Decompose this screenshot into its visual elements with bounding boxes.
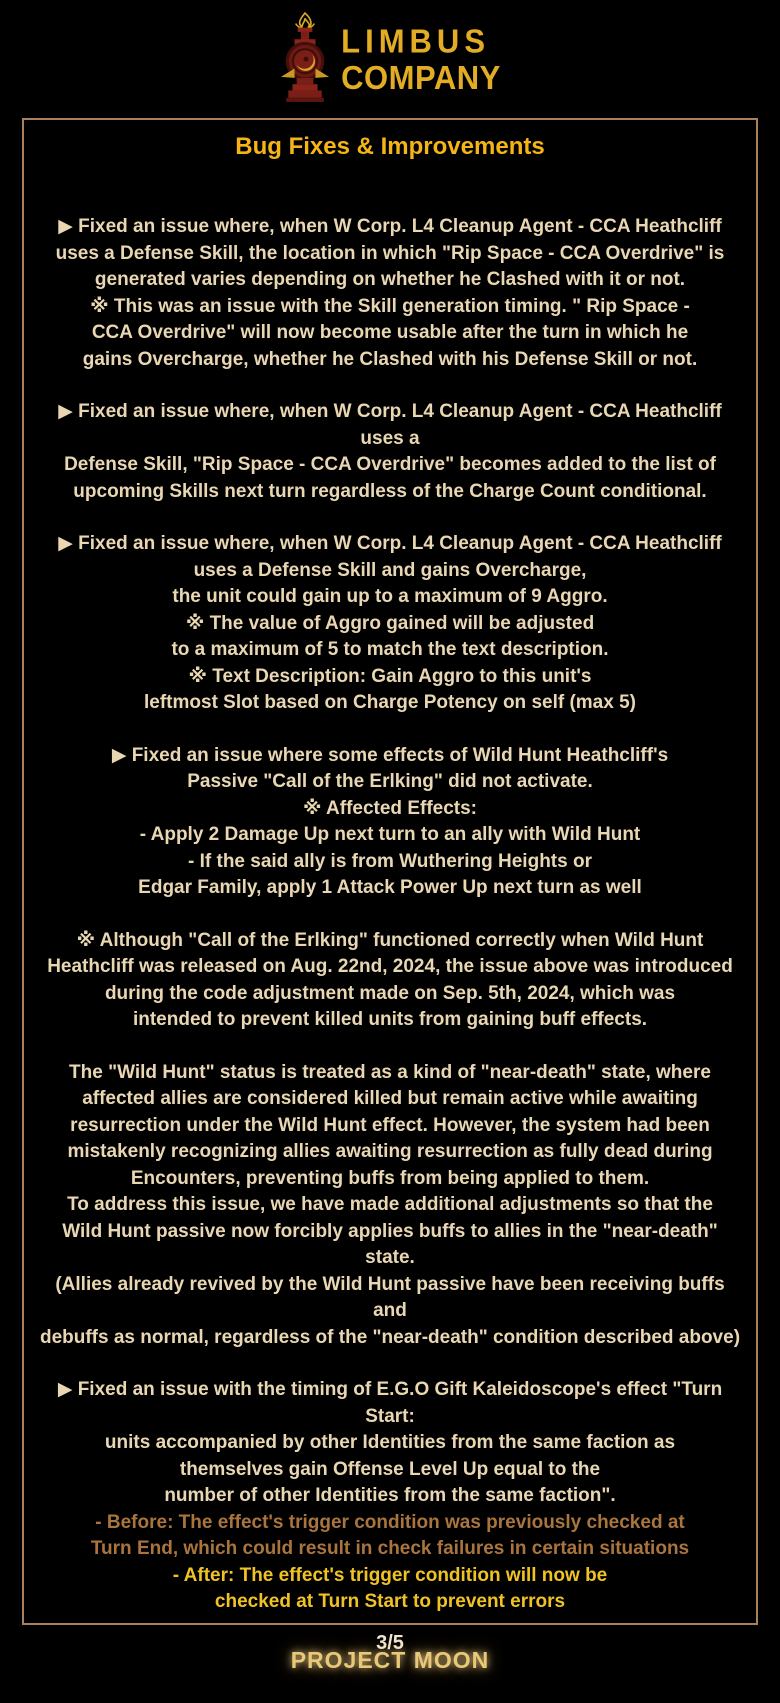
- page-indicator: 3/5: [376, 1631, 404, 1654]
- notice-line: ※ Although "Call of the Erlking" functioned correctly when Wild Hunt: [76, 929, 704, 951]
- notice-line: debuffs as normal, regardless of the "near-death" condition described above): [39, 1326, 741, 1348]
- notice-line: the unit could gain up to a maximum of 9 Aggro.: [172, 586, 608, 607]
- notice-line: resurrection under the Wild Hunt effect. However, the system had been: [70, 1114, 710, 1136]
- notice-line: ▶ Fixed an issue where, when W Corp. L4 Cleanup Agent - CCA Heathcliff: [58, 216, 722, 237]
- notice-section: [38, 743, 742, 902]
- notice-line: (Allies already revived by the Wild Hunt passive have been receiving buffs and: [55, 1273, 725, 1321]
- notice-line: The "Wild Hunt" status is treated as a kind of "near-death" state, where: [69, 1061, 711, 1083]
- notice-line: Passive "Call of the Erlking" did not activate.: [187, 771, 593, 792]
- notice-line: gains Overcharge, whether he Clashed with his Defense Skill or not.: [82, 348, 698, 370]
- notice-section: [38, 399, 742, 505]
- notice-line: Defense Skill, "Rip Space - CCA Overdrive" becomes added to the list of: [64, 454, 716, 475]
- notice-line: ※ The value of Aggro gained will be adjusted: [185, 612, 595, 634]
- notice-line: uses a Defense Skill, the location in which "Rip Space - CCA Overdrive" is: [55, 242, 725, 264]
- app-header: [0, 0, 780, 118]
- notice-line: generated varies depending on whether he Clashed with it or not.: [94, 269, 686, 290]
- limbus-clock-lantern-emblem-icon: [279, 11, 331, 108]
- notice-line: To address this issue, we have made additional adjustments so that the: [67, 1194, 713, 1215]
- notice-line: affected allies are considered killed but remain active while awaiting: [82, 1088, 698, 1109]
- limbus-company-logo: [341, 21, 501, 97]
- notice-section: [38, 531, 742, 717]
- notice-section: [38, 1060, 742, 1352]
- notice-line: Edgar Family, apply 1 Attack Power Up next turn as well: [138, 877, 642, 898]
- notice-line: - Apply 2 Damage Up next turn to an ally with Wild Hunt: [139, 824, 641, 845]
- notice-line: Turn End, which could result in check failures in certain situations: [90, 1538, 690, 1559]
- notice-line: - If the said ally is from Wuthering Heights or: [188, 850, 592, 872]
- notice-line: ▶ Fixed an issue where some effects of Wild Hunt Heathcliff's: [111, 744, 669, 766]
- notice-title: Bug Fixes & Improvements: [235, 133, 545, 160]
- notice-panel: [22, 118, 758, 1654]
- notice-body: [38, 188, 742, 1616]
- notice-line: mistakenly recognizing allies awaiting resurrection as fully dead during: [67, 1141, 713, 1162]
- notice-line: ※ This was an issue with the Skill generation timing. " Rip Space -: [90, 295, 690, 317]
- logo-word-limbus: LIMBUS: [341, 21, 490, 60]
- notice-section: [38, 214, 742, 373]
- notice-line: to a maximum of 5 to match the text description.: [171, 639, 609, 660]
- notice-line: - Before: The effect's trigger condition was previously checked at: [95, 1511, 685, 1533]
- notice-line: upcoming Skills next turn regardless of the Charge Count conditional.: [73, 480, 707, 502]
- notice-line: themselves gain Offense Level Up equal to the: [179, 1458, 601, 1480]
- logo-word-company: COMPANY: [341, 58, 501, 97]
- notice-line: ▶ Fixed an issue with the timing of E.G.O Gift Kaleidoscope's effect "Turn Start:: [57, 1379, 723, 1427]
- notice-line: number of other Identities from the same faction".: [164, 1485, 616, 1506]
- notice-line: checked at Turn Start to prevent errors: [214, 1591, 566, 1612]
- notice-section: [38, 928, 742, 1034]
- notice-line: intended to prevent killed units from gaining buff effects.: [132, 1009, 648, 1030]
- notice-line: uses a Defense Skill and gains Overcharge,: [193, 559, 587, 581]
- notice-line: during the code adjustment made on Sep. 5th, 2024, which was: [104, 982, 676, 1004]
- notice-line: ▶ Fixed an issue where, when W Corp. L4 Cleanup Agent - CCA Heathcliff: [58, 533, 722, 554]
- notice-line: Heathcliff was released on Aug. 22nd, 2024, the issue above was introduced: [47, 956, 733, 977]
- notice-section: [38, 1377, 742, 1616]
- notice-line: - After: The effect's trigger condition will now be: [172, 1564, 608, 1586]
- notice-line: ▶ Fixed an issue where, when W Corp. L4 Cleanup Agent - CCA Heathcliff uses a: [58, 401, 722, 449]
- notice-line: ※ Affected Effects:: [302, 797, 477, 819]
- notice-line: ※ Text Description: Gain Aggro to this unit's: [188, 665, 592, 687]
- notice-line: leftmost Slot based on Charge Potency on self (max 5): [144, 692, 636, 713]
- notice-line: units accompanied by other Identities from the same faction as: [104, 1432, 676, 1453]
- notice-line: Encounters, preventing buffs from being applied to them.: [130, 1167, 650, 1189]
- notice-line: CCA Overdrive" will now become usable after the turn in which he: [91, 322, 689, 343]
- notice-line: Wild Hunt passive now forcibly applies buffs to allies in the "near-death" state.: [62, 1220, 718, 1268]
- project-moon-wordmark: PROJECT MOON: [290, 1647, 490, 1673]
